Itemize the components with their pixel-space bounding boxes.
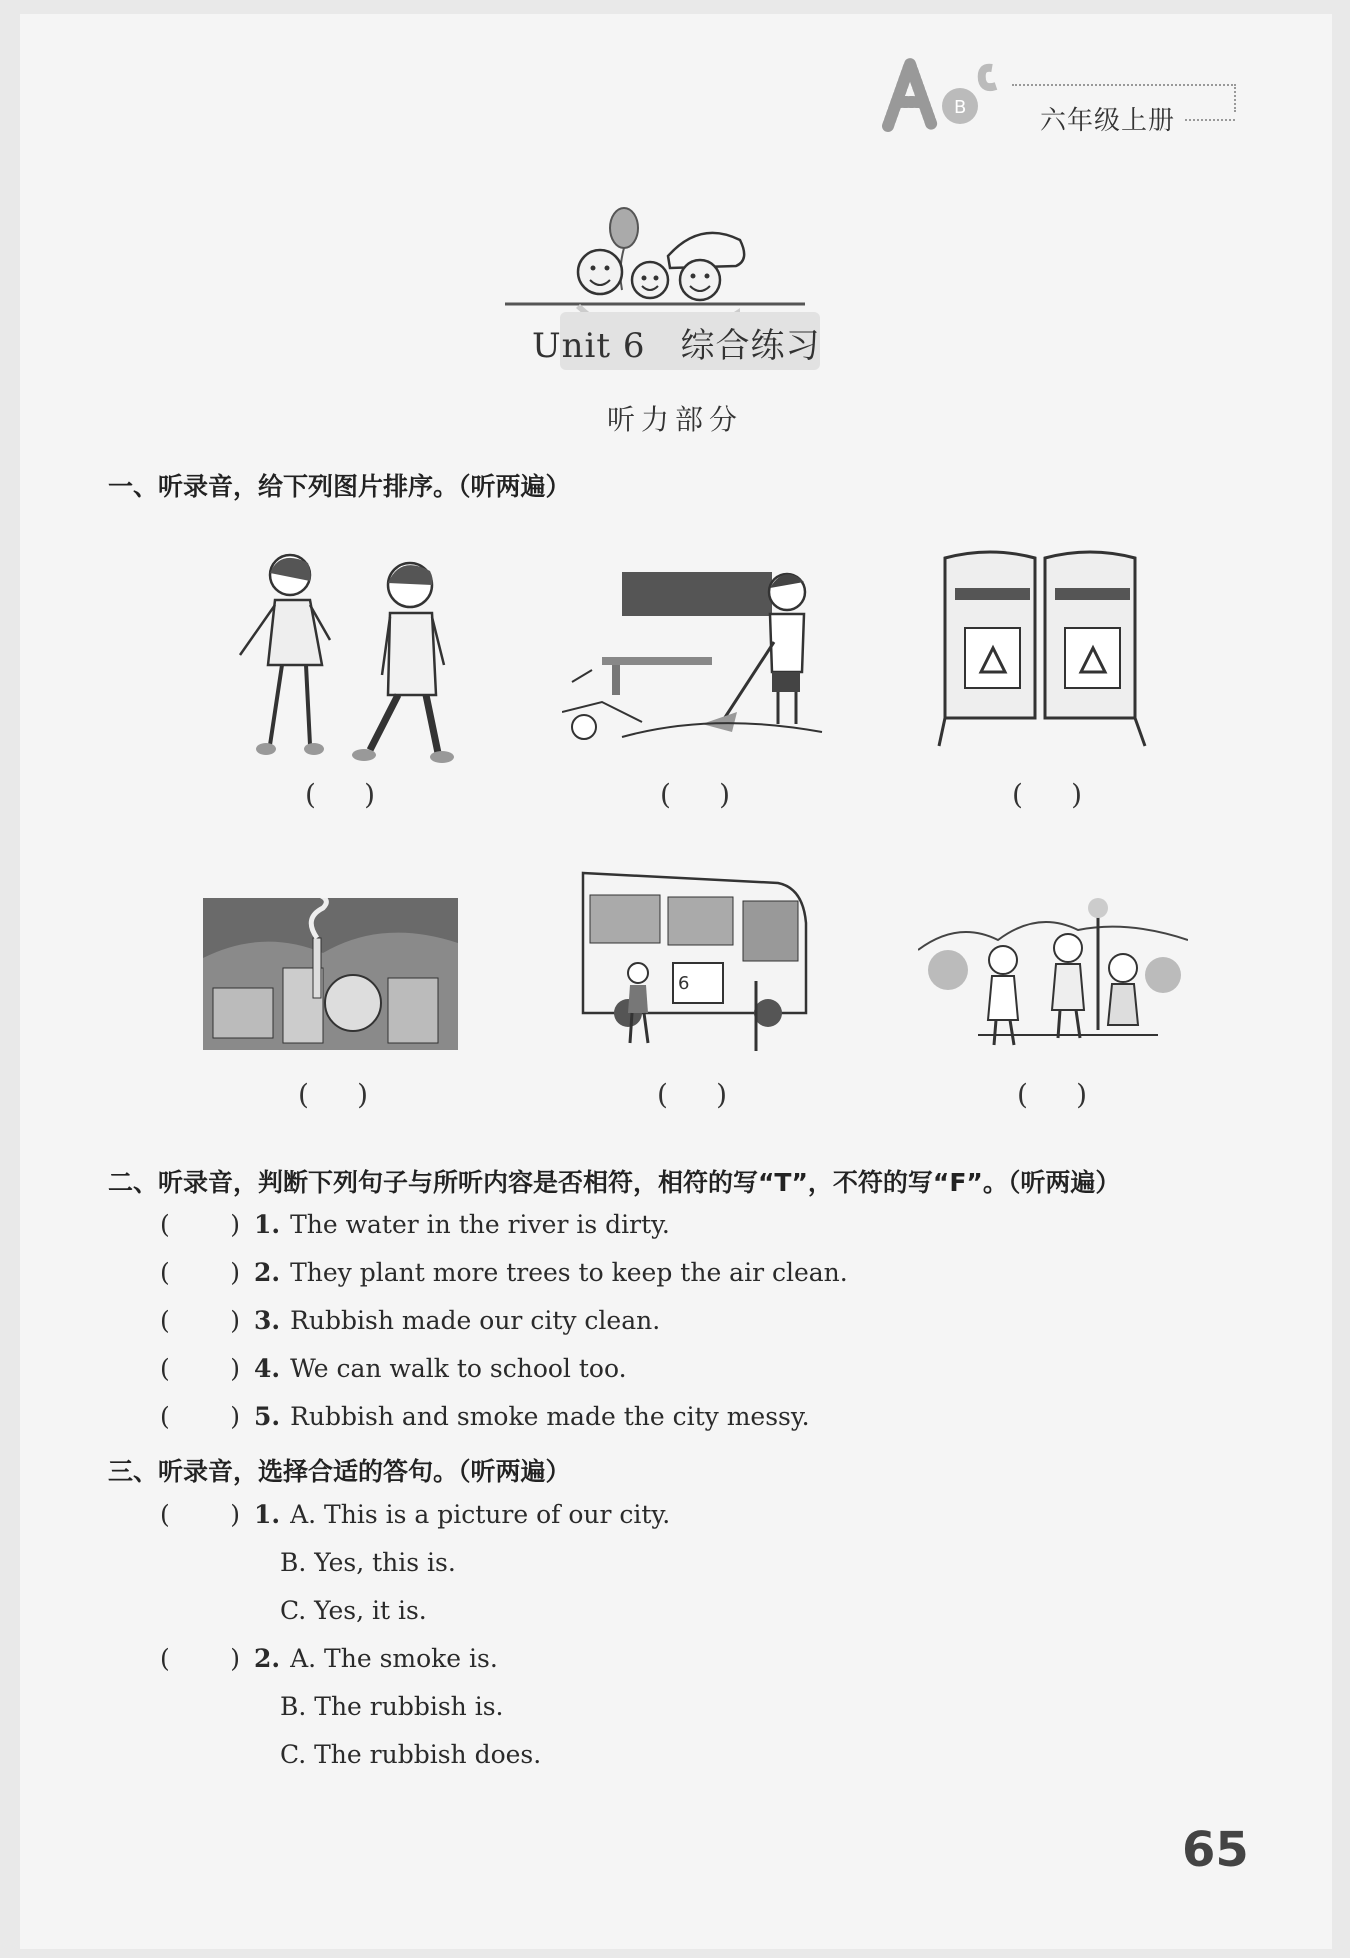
order-blank-2[interactable]: ( ) <box>660 778 730 811</box>
order-blank-5[interactable]: ( ) <box>657 1078 727 1111</box>
unit-title: Unit 6 综合练习 <box>532 326 821 366</box>
answer-blank[interactable]: ( ) <box>160 1210 240 1239</box>
section3-heading: 三、听录音，选择合适的答句。（听两遍） <box>108 1457 571 1486</box>
picture-children-planting-tree <box>918 890 1188 1060</box>
svg-text:6: 6 <box>678 973 690 994</box>
tf-item: ( ) 3. Rubbish made our city clean. <box>160 1306 661 1335</box>
option-b: B. Yes, this is. <box>280 1548 456 1577</box>
tf-item: ( ) 5. Rubbish and smoke made the city messy. <box>160 1402 810 1431</box>
page-header <box>880 56 1240 146</box>
picture-children-walking <box>230 545 460 765</box>
order-blank-1[interactable]: ( ) <box>305 778 375 811</box>
page-number: 65 <box>1182 1822 1249 1878</box>
grade-label: 六年级上册 <box>1040 106 1176 136</box>
section2-heading: 二、听录音，判断下列句子与所听内容是否相符，相符的写“T”，不符的写“F”。（听两遍） <box>108 1168 1121 1197</box>
abc-logo-icon <box>880 56 1010 136</box>
tf-item: ( ) 1. The water in the river is dirty. <box>160 1210 670 1239</box>
tf-item: ( ) 4. We can walk to school too. <box>160 1354 627 1383</box>
svg-text:B: B <box>954 97 967 118</box>
answer-blank[interactable]: ( ) <box>160 1354 240 1383</box>
picture-recycling-bins <box>935 548 1155 758</box>
answer-blank[interactable]: ( ) <box>160 1402 240 1431</box>
answer-blank[interactable]: ( ) <box>160 1644 240 1673</box>
picture-children-boarding-bus <box>578 863 810 1053</box>
header-dotted-line <box>1185 119 1235 121</box>
choice-question-1: ( ) 1. A. This is a picture of our city. <box>160 1500 671 1529</box>
choice-question-2: ( ) 2. A. The smoke is. <box>160 1644 498 1673</box>
answer-blank[interactable]: ( ) <box>160 1500 240 1529</box>
order-blank-3[interactable]: ( ) <box>1012 778 1082 811</box>
order-blank-6[interactable]: ( ) <box>1017 1078 1087 1111</box>
answer-blank[interactable]: ( ) <box>160 1258 240 1287</box>
option-c: C. The rubbish does. <box>280 1740 542 1769</box>
answer-blank[interactable]: ( ) <box>160 1306 240 1335</box>
order-blank-4[interactable]: ( ) <box>298 1078 368 1111</box>
option-c: C. Yes, it is. <box>280 1596 427 1625</box>
section-subtitle: 听力部分 <box>606 403 743 436</box>
picture-boy-sweeping-classroom <box>562 552 832 752</box>
picture-polluting-factory <box>203 898 458 1050</box>
tf-item: ( ) 2. They plant more trees to keep the air clean. <box>160 1258 848 1287</box>
section1-heading: 一、听录音，给下列图片排序。（听两遍） <box>108 472 571 501</box>
option-b: B. The rubbish is. <box>280 1692 504 1721</box>
